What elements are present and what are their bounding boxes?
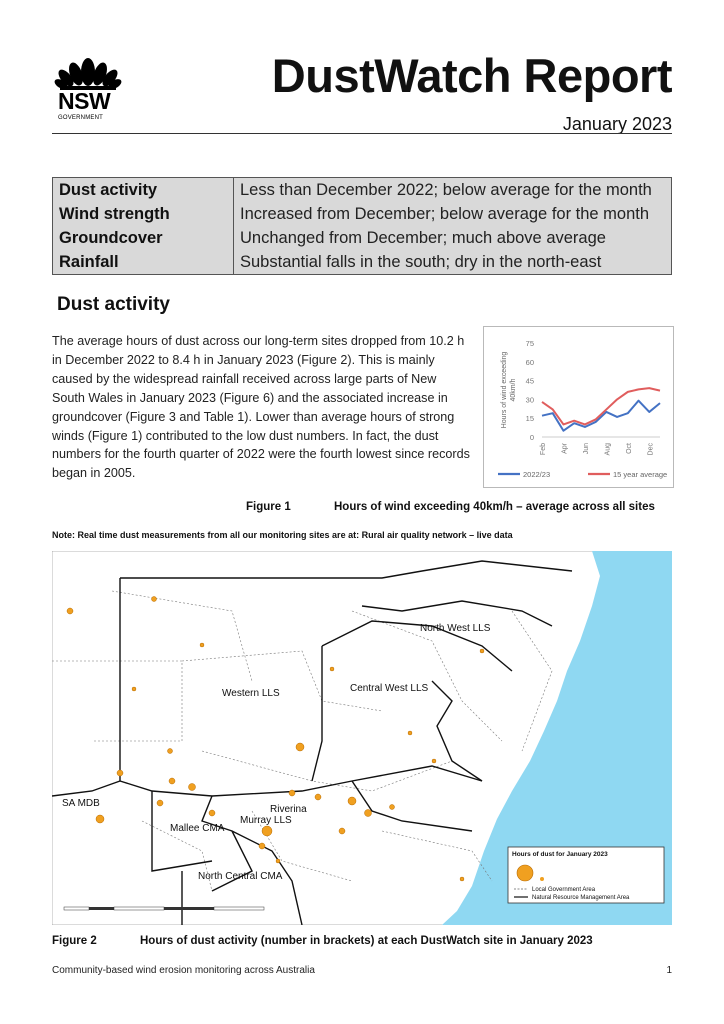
summary-value: Unchanged from December; much above average (240, 229, 606, 247)
figure1-caption: Hours of wind exceeding 40km/h – average across all sites (334, 501, 655, 513)
figure1-number: Figure 1 (246, 501, 291, 513)
summary-row (53, 250, 672, 275)
y-tick-label: 0 (529, 433, 534, 442)
dust-site-marker (365, 810, 372, 817)
dust-site-marker (262, 826, 272, 836)
summary-key: Wind strength (53, 202, 234, 226)
dust-site-marker (157, 800, 163, 806)
x-tick-label: Jun (582, 443, 590, 455)
y-tick-label: 45 (525, 376, 534, 386)
region-label: North West LLS (420, 623, 491, 634)
map-legend (508, 847, 664, 903)
dust-site-marker (339, 828, 345, 834)
legend-circle-icon (517, 865, 533, 881)
dust-site-marker (259, 843, 265, 849)
summary-key: Rainfall (53, 250, 234, 275)
legend-item: Natural Resource Management Area (532, 895, 630, 901)
dust-site-marker (460, 877, 464, 881)
dust-site-marker (67, 608, 73, 614)
legend-item: Local Government Area (532, 887, 596, 893)
x-tick-label: Aug (604, 443, 612, 456)
summary-value: Substantial falls in the south; dry in the north-east (240, 253, 602, 271)
chart-svg (484, 327, 673, 487)
x-tick-label: Apr (561, 443, 569, 454)
figure2-caption: Hours of dust activity (number in brackets) at each DustWatch site in January 2023 (140, 935, 593, 947)
figure2-number: Figure 2 (52, 935, 97, 947)
dust-site-marker (276, 859, 280, 863)
y-tick-label: 15 (525, 414, 534, 424)
dust-site-marker (348, 797, 356, 805)
x-tick-label: Dec (647, 443, 655, 456)
summary-table (52, 177, 672, 275)
region-label: Mallee CMA (170, 823, 225, 834)
summary-row (53, 178, 672, 203)
legend-title: Hours of dust for January 2023 (512, 851, 608, 858)
section-title: Dust activity (57, 294, 170, 315)
logo-government-text: GOVERNMENT (58, 115, 104, 121)
dust-site-marker (209, 810, 215, 816)
dust-site-marker (432, 759, 436, 763)
waratah-flower-icon (52, 52, 124, 92)
scale-bar (64, 907, 264, 910)
dust-site-marker (315, 794, 321, 800)
wind-hours-chart (483, 326, 674, 488)
dust-site-marker (480, 649, 484, 653)
summary-row (53, 202, 672, 226)
dust-site-marker (96, 815, 104, 823)
y-tick-label: 75 (525, 339, 534, 348)
legend-label: 2022/23 (523, 470, 551, 479)
legend-circle-icon (540, 877, 544, 881)
x-tick-label: Oct (625, 443, 633, 454)
dust-site-marker (289, 790, 295, 796)
summary-value: Less than December 2022; below average for the month (240, 181, 652, 199)
summary-key: Dust activity (53, 178, 234, 203)
summary-row (53, 226, 672, 250)
dust-site-marker (168, 749, 173, 754)
dust-site-marker (330, 667, 334, 671)
dust-site-marker (152, 597, 157, 602)
region-label: Riverina (270, 804, 307, 815)
dust-site-marker (189, 784, 196, 791)
logo-nsw-text: NSW (58, 88, 111, 114)
region-label: Murray LLS (240, 815, 292, 826)
body-paragraph: The average hours of dust across our long-term sites dropped from 10.2 h in December 2022 to 8.4 h in January 2023 (Figure 2). This is mainly caused by the widespread rainfall received across large parts of New South Wales in January 2023 (Figure 6) and the associated increase in groundcover (Figure 3 and Table 1). Lower than average hours of strong winds (Figure 1) contributed to the low dust numbers. In fact, the dust numbers for the fourth quarter of 2022 were the fourth lowest since records began in 2005. (52, 334, 470, 481)
summary-value: Increased from December; below average for the month (240, 205, 650, 223)
live-data-note: Note: Real time dust measurements from all our monitoring sites are at: Rural air quality network – live data (52, 530, 513, 540)
region-label: SA MDB (62, 798, 100, 809)
y-tick-label: 30 (525, 395, 534, 405)
nsw-government-logo (52, 52, 124, 126)
x-tick-label: Feb (540, 443, 547, 456)
legend-label: 15 year average (613, 470, 668, 479)
dust-site-marker (390, 805, 395, 810)
dust-site-marker (296, 743, 304, 751)
region-label: Central West LLS (350, 683, 429, 694)
dust-site-marker (132, 687, 136, 691)
dust-site-marker (408, 731, 412, 735)
report-title: DustWatch Report (271, 49, 672, 102)
dust-site-marker (117, 770, 123, 776)
y-axis-label: Hours of wind exceeding 40km/h (501, 351, 517, 429)
dust-site-marker (169, 778, 175, 784)
dust-site-marker (200, 643, 204, 647)
page-number: 1 (666, 965, 672, 976)
y-tick-label: 60 (525, 357, 534, 367)
series-line-15-year-average (542, 388, 660, 424)
region-label: North Central CMA (198, 871, 283, 882)
report-date: January 2023 (562, 114, 672, 134)
summary-key: Groundcover (53, 226, 234, 250)
region-label: Western LLS (222, 688, 280, 699)
footer-text: Community-based wind erosion monitoring across Australia (52, 965, 315, 976)
nsw-dust-map (52, 551, 672, 925)
header-divider (52, 133, 672, 134)
